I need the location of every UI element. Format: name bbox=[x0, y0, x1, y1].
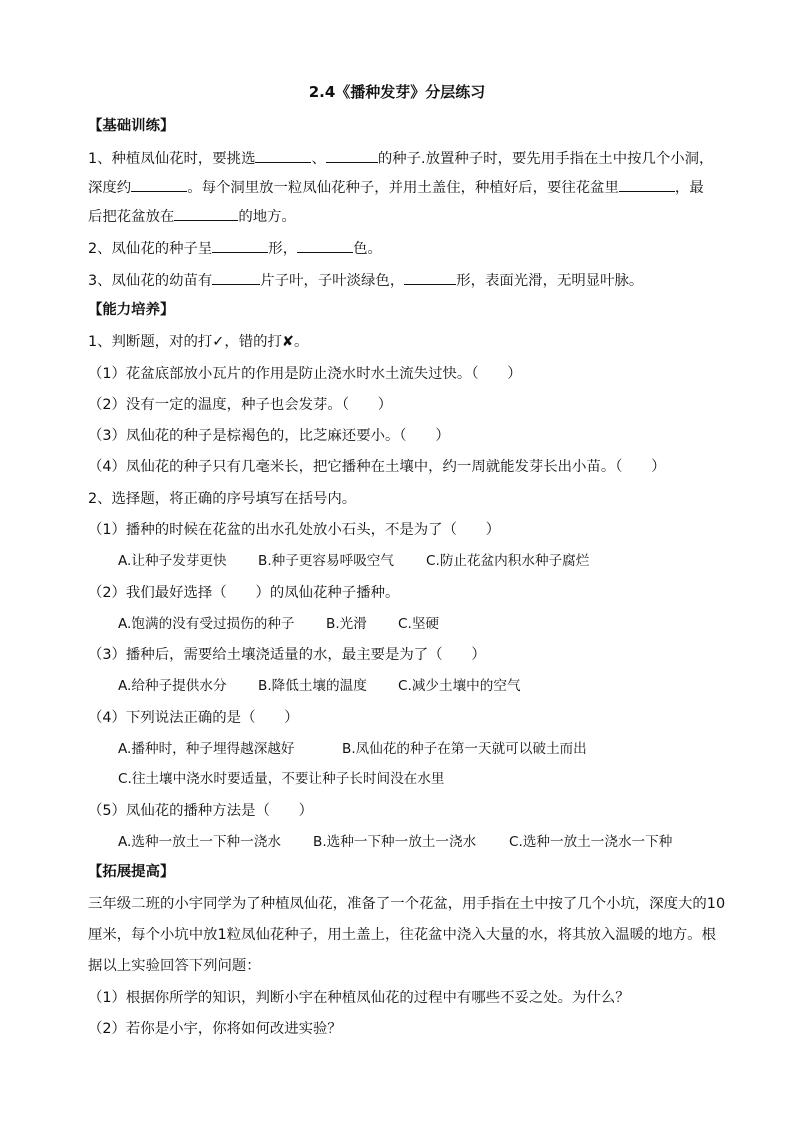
basic-q1-text-d: 深度约 bbox=[88, 180, 132, 196]
tf-item-2: （2）没有一定的温度，种子也会发芽。（ ） bbox=[88, 397, 393, 413]
mc5-option-a: A.选种一放土一下种一浇水 bbox=[118, 834, 281, 850]
basic-q3-text-a: 3、凤仙花的幼苗有 bbox=[88, 273, 213, 289]
fill-blank[interactable] bbox=[212, 270, 260, 285]
basic-q1-line3 bbox=[88, 206, 296, 227]
basic-q1-text-f: ，最 bbox=[674, 180, 704, 196]
fill-blank[interactable] bbox=[131, 177, 187, 192]
section-ability-heading: 【能力培养】 bbox=[88, 302, 175, 318]
extend-paragraph-line3: 据以上实验回答下列问题： bbox=[88, 958, 261, 974]
mc5-option-b: B.选种一下种一放土一浇水 bbox=[313, 834, 477, 850]
mc5-option-c: C.选种一放土一浇水一下种 bbox=[509, 834, 673, 850]
basic-q1-text-e: 。每个洞里放一粒凤仙花种子，并用土盖住，种植好后，要往花盆里 bbox=[187, 180, 619, 196]
mc-question-5: （5）凤仙花的播种方法是（ ） bbox=[88, 803, 314, 819]
basic-q1-text-b: 、 bbox=[311, 151, 326, 167]
extend-question-1: （1）根据你所学的知识，判断小宇在种植凤仙花的过程中有哪些不妥之处。为什么？ bbox=[88, 990, 630, 1006]
basic-q3-text-c: 形，表面光滑，无明显叶脉。 bbox=[456, 273, 644, 289]
basic-q2-text-a: 2、凤仙花的种子呈 bbox=[88, 241, 213, 257]
tf-item-3: （3）凤仙花的种子是棕褐色的，比芝麻还要小。（ ） bbox=[88, 428, 450, 444]
tf-item-1: （1）花盆底部放小瓦片的作用是防止浇水时水土流失过快。（ ） bbox=[88, 366, 522, 382]
extend-paragraph-line1: 三年级二班的小宇同学为了种植凤仙花，准备了一个花盆，用手指在土中按了几个小坑，深度大的10 bbox=[88, 896, 726, 912]
mc1-option-b: B.种子更容易呼吸空气 bbox=[258, 553, 394, 569]
fill-blank[interactable] bbox=[174, 206, 238, 221]
basic-q2-text-b: 形， bbox=[268, 241, 298, 257]
mc3-option-b: B.降低土壤的温度 bbox=[258, 678, 367, 694]
mc-question-4: （4）下列说法正确的是（ ） bbox=[88, 710, 299, 726]
mc-title: 2、选择题，将正确的序号填写在括号内。 bbox=[88, 491, 357, 507]
basic-q3-text-b: 片子叶，子叶淡绿色， bbox=[260, 273, 405, 289]
basic-q1-text-c: 的种子.放置种子时，要先用手指在土中按几个小洞， bbox=[377, 151, 714, 167]
tf-title: 1、判断题，对的打✓，错的打✘。 bbox=[88, 334, 309, 350]
mc3-option-c: C.减少土壤中的空气 bbox=[398, 678, 521, 694]
tf-item-4: （4）凤仙花的种子只有几毫米长，把它播种在土壤中，约一周就能发芽长出小苗。（ ） bbox=[88, 459, 666, 475]
section-basic-heading: 【基础训练】 bbox=[88, 118, 175, 134]
section-extend-heading: 【拓展提高】 bbox=[88, 864, 175, 880]
basic-q1-text-a: 1、种植凤仙花时，要挑选 bbox=[88, 151, 256, 167]
mc-question-1: （1）播种的时候在花盆的出水孔处放小石头，不是为了（ ） bbox=[88, 522, 501, 538]
basic-q1-line1 bbox=[88, 148, 713, 169]
fill-blank[interactable] bbox=[619, 177, 675, 192]
mc2-option-a: A.饱满的没有受过损伤的种子 bbox=[118, 616, 295, 632]
mc3-option-a: A.给种子提供水分 bbox=[118, 678, 227, 694]
basic-q2-text-c: 色。 bbox=[353, 241, 382, 257]
fill-blank[interactable] bbox=[326, 148, 378, 163]
basic-q1-text-h: 的地方。 bbox=[238, 209, 296, 225]
mc4-option-b: B.凤仙花的种子在第一天就可以破土而出 bbox=[342, 741, 587, 757]
fill-blank[interactable] bbox=[297, 238, 353, 253]
basic-q2 bbox=[88, 238, 382, 259]
mc2-option-b: B.光滑 bbox=[326, 616, 367, 632]
basic-q1-text-g: 后把花盆放在 bbox=[88, 209, 175, 225]
mc-question-2: （2）我们最好选择（ ）的凤仙花种子播种。 bbox=[88, 585, 400, 601]
mc-question-3: （3）播种后，需要给土壤浇适量的水，最主要是为了（ ） bbox=[88, 647, 486, 663]
page-title: 2.4《播种发芽》分层练习 bbox=[308, 83, 486, 101]
mc2-option-c: C.坚硬 bbox=[398, 616, 440, 632]
basic-q1-line2 bbox=[88, 177, 704, 198]
extend-question-2: （2）若你是小宇，你将如何改进实验？ bbox=[88, 1021, 342, 1037]
fill-blank[interactable] bbox=[404, 270, 456, 285]
fill-blank[interactable] bbox=[212, 238, 268, 253]
basic-q3 bbox=[88, 270, 643, 291]
mc4-option-a: A.播种时，种子埋得越深越好 bbox=[118, 741, 295, 757]
mc1-option-a: A.让种子发芽更快 bbox=[118, 553, 227, 569]
mc1-option-c: C.防止花盆内积水种子腐烂 bbox=[426, 553, 590, 569]
mc4-option-c: C.往土壤中浇水时要适量，不要让种子长时间没在水里 bbox=[118, 771, 445, 787]
fill-blank[interactable] bbox=[255, 148, 311, 163]
extend-paragraph-line2: 厘米，每个小坑中放1粒凤仙花种子，用土盖上，往花盆中浇入大量的水，将其放入温暖的地方。根 bbox=[88, 927, 716, 943]
